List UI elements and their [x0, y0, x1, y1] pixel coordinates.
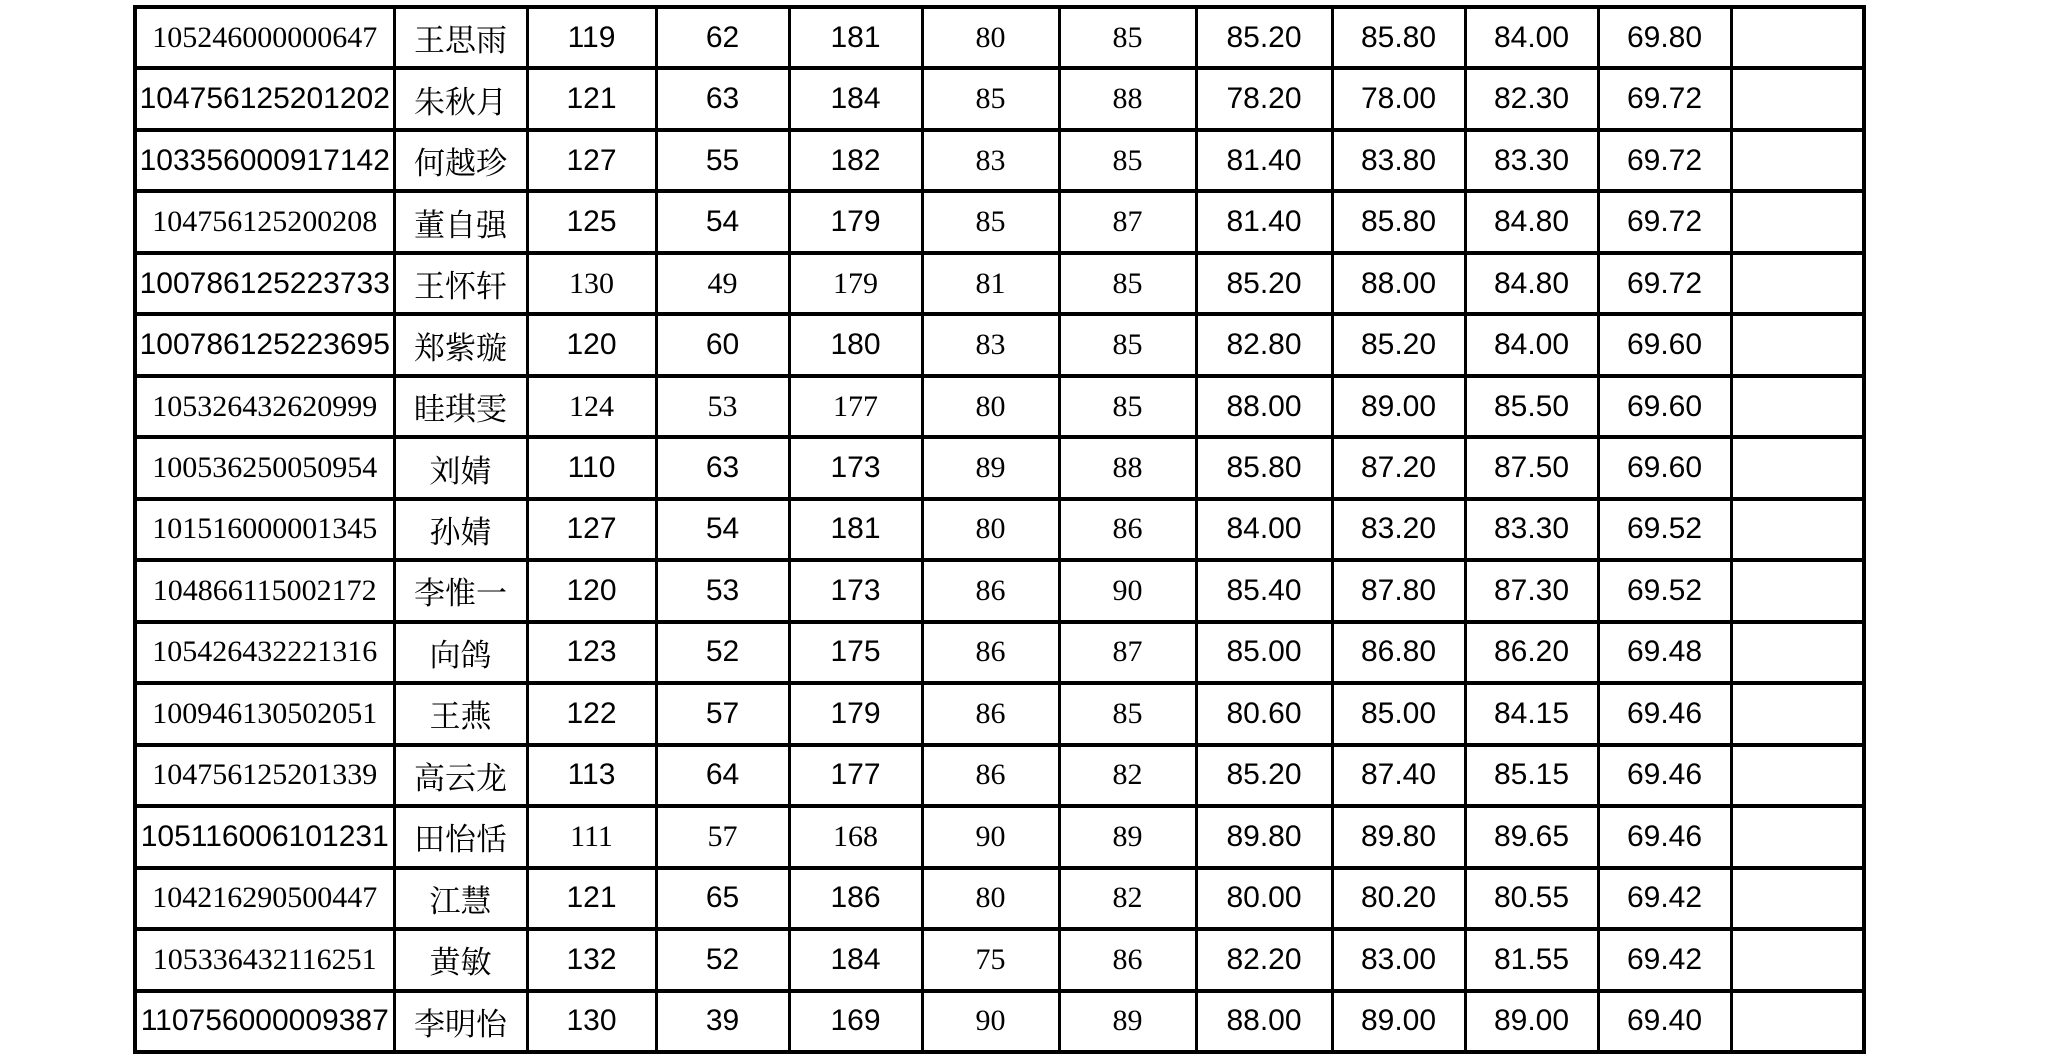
cell-id: 104866115002172: [135, 560, 394, 621]
cell-f2: 83.00: [1332, 929, 1465, 990]
cell-s1: 127: [527, 130, 656, 191]
cell-total: 69.72: [1598, 191, 1731, 252]
cell-blank: [1731, 7, 1864, 68]
cell-s2: 53: [656, 560, 789, 621]
cell-s1: 113: [527, 745, 656, 806]
cell-f3: 80.55: [1465, 868, 1598, 929]
cell-i1: 86: [922, 560, 1059, 621]
cell-f1: 85.80: [1196, 437, 1332, 498]
cell-f2: 87.80: [1332, 560, 1465, 621]
cell-f2: 85.00: [1332, 683, 1465, 744]
cell-s1: 120: [527, 560, 656, 621]
cell-id: 105336432116251: [135, 929, 394, 990]
cell-i2: 86: [1059, 929, 1196, 990]
cell-f3: 86.20: [1465, 622, 1598, 683]
cell-f1: 88.00: [1196, 991, 1332, 1053]
cell-s2: 52: [656, 622, 789, 683]
cell-i1: 86: [922, 683, 1059, 744]
table-row: [135, 806, 1864, 867]
cell-f1: 85.00: [1196, 622, 1332, 683]
cell-id: 103356000917142: [135, 130, 394, 191]
cell-f1: 85.40: [1196, 560, 1332, 621]
cell-s2: 54: [656, 499, 789, 560]
cell-s2: 60: [656, 314, 789, 375]
table-row: [135, 683, 1864, 744]
table-row: [135, 191, 1864, 252]
cell-f2: 89.00: [1332, 376, 1465, 437]
cell-s3: 179: [789, 683, 922, 744]
table-row: [135, 437, 1864, 498]
cell-f3: 81.55: [1465, 929, 1598, 990]
cell-f2: 87.40: [1332, 745, 1465, 806]
cell-f1: 85.20: [1196, 7, 1332, 68]
cell-s3: 173: [789, 560, 922, 621]
cell-f3: 85.15: [1465, 745, 1598, 806]
cell-total: 69.72: [1598, 130, 1731, 191]
cell-id: 101516000001345: [135, 499, 394, 560]
cell-i2: 90: [1059, 560, 1196, 621]
cell-f3: 89.65: [1465, 806, 1598, 867]
cell-s2: 52: [656, 929, 789, 990]
cell-s3: 186: [789, 868, 922, 929]
cell-id: 100786125223695: [135, 314, 394, 375]
cell-f1: 81.40: [1196, 130, 1332, 191]
cell-s1: 130: [527, 991, 656, 1053]
cell-f2: 87.20: [1332, 437, 1465, 498]
cell-f1: 88.00: [1196, 376, 1332, 437]
cell-id: 104756125200208: [135, 191, 394, 252]
cell-i2: 85: [1059, 253, 1196, 314]
cell-id: 104756125201339: [135, 745, 394, 806]
cell-blank: [1731, 130, 1864, 191]
cell-s2: 55: [656, 130, 789, 191]
cell-s1: 121: [527, 868, 656, 929]
cell-s3: 173: [789, 437, 922, 498]
cell-name: 董自强: [394, 191, 527, 252]
cell-s1: 121: [527, 68, 656, 129]
cell-s2: 63: [656, 437, 789, 498]
cell-i2: 85: [1059, 683, 1196, 744]
table-row: [135, 253, 1864, 314]
cell-total: 69.46: [1598, 683, 1731, 744]
cell-total: 69.42: [1598, 929, 1731, 990]
cell-f2: 83.80: [1332, 130, 1465, 191]
cell-i2: 89: [1059, 806, 1196, 867]
cell-name: 朱秋月: [394, 68, 527, 129]
cell-name: 向鸽: [394, 622, 527, 683]
cell-total: 69.40: [1598, 991, 1731, 1053]
cell-i1: 85: [922, 68, 1059, 129]
cell-f3: 87.30: [1465, 560, 1598, 621]
cell-name: 李明怡: [394, 991, 527, 1053]
cell-f3: 85.50: [1465, 376, 1598, 437]
cell-name: 刘婧: [394, 437, 527, 498]
cell-f3: 83.30: [1465, 130, 1598, 191]
cell-s3: 181: [789, 7, 922, 68]
cell-f2: 89.00: [1332, 991, 1465, 1053]
cell-s2: 53: [656, 376, 789, 437]
cell-f1: 89.80: [1196, 806, 1332, 867]
cell-s2: 63: [656, 68, 789, 129]
cell-total: 69.48: [1598, 622, 1731, 683]
cell-blank: [1731, 683, 1864, 744]
cell-i1: 80: [922, 7, 1059, 68]
cell-f2: 85.20: [1332, 314, 1465, 375]
cell-i2: 82: [1059, 745, 1196, 806]
cell-s3: 182: [789, 130, 922, 191]
cell-s2: 57: [656, 806, 789, 867]
cell-id: 100786125223733: [135, 253, 394, 314]
cell-f2: 78.00: [1332, 68, 1465, 129]
cell-blank: [1731, 191, 1864, 252]
cell-s1: 125: [527, 191, 656, 252]
cell-i2: 85: [1059, 7, 1196, 68]
cell-s2: 57: [656, 683, 789, 744]
cell-i1: 86: [922, 622, 1059, 683]
cell-s1: 111: [527, 806, 656, 867]
cell-id: 105116006101231: [135, 806, 394, 867]
cell-i2: 86: [1059, 499, 1196, 560]
cell-s1: 110: [527, 437, 656, 498]
cell-name: 孙婧: [394, 499, 527, 560]
cell-i1: 81: [922, 253, 1059, 314]
cell-i2: 87: [1059, 622, 1196, 683]
score-table-body: [135, 7, 1864, 1052]
cell-i2: 88: [1059, 68, 1196, 129]
cell-f3: 82.30: [1465, 68, 1598, 129]
cell-i2: 85: [1059, 314, 1196, 375]
cell-id: 104216290500447: [135, 868, 394, 929]
cell-f1: 78.20: [1196, 68, 1332, 129]
cell-f3: 84.00: [1465, 314, 1598, 375]
cell-id: 105426432221316: [135, 622, 394, 683]
table-row: [135, 376, 1864, 437]
cell-f1: 84.00: [1196, 499, 1332, 560]
cell-blank: [1731, 868, 1864, 929]
cell-i2: 82: [1059, 868, 1196, 929]
table-row: [135, 130, 1864, 191]
cell-s3: 175: [789, 622, 922, 683]
cell-i2: 89: [1059, 991, 1196, 1053]
cell-f3: 87.50: [1465, 437, 1598, 498]
cell-i1: 89: [922, 437, 1059, 498]
cell-f1: 80.60: [1196, 683, 1332, 744]
cell-name: 郑紫璇: [394, 314, 527, 375]
cell-f3: 84.80: [1465, 253, 1598, 314]
cell-i2: 85: [1059, 130, 1196, 191]
cell-s3: 180: [789, 314, 922, 375]
cell-total: 69.60: [1598, 437, 1731, 498]
cell-f1: 82.80: [1196, 314, 1332, 375]
cell-id: 100536250050954: [135, 437, 394, 498]
cell-f3: 89.00: [1465, 991, 1598, 1053]
cell-name: 高云龙: [394, 745, 527, 806]
cell-s1: 122: [527, 683, 656, 744]
cell-total: 69.42: [1598, 868, 1731, 929]
cell-s3: 177: [789, 376, 922, 437]
cell-i1: 85: [922, 191, 1059, 252]
cell-total: 69.60: [1598, 314, 1731, 375]
cell-s1: 124: [527, 376, 656, 437]
cell-blank: [1731, 991, 1864, 1053]
cell-f2: 86.80: [1332, 622, 1465, 683]
cell-f1: 85.20: [1196, 745, 1332, 806]
cell-blank: [1731, 560, 1864, 621]
cell-blank: [1731, 622, 1864, 683]
cell-s2: 62: [656, 7, 789, 68]
cell-f1: 82.20: [1196, 929, 1332, 990]
cell-id: 105246000000647: [135, 7, 394, 68]
cell-i2: 88: [1059, 437, 1196, 498]
cell-name: 王燕: [394, 683, 527, 744]
cell-s2: 49: [656, 253, 789, 314]
cell-i1: 80: [922, 376, 1059, 437]
cell-i1: 83: [922, 130, 1059, 191]
cell-id: 104756125201202: [135, 68, 394, 129]
cell-s1: 119: [527, 7, 656, 68]
cell-s2: 39: [656, 991, 789, 1053]
cell-i1: 90: [922, 991, 1059, 1053]
cell-blank: [1731, 806, 1864, 867]
cell-blank: [1731, 376, 1864, 437]
cell-f2: 85.80: [1332, 7, 1465, 68]
cell-blank: [1731, 253, 1864, 314]
cell-s3: 179: [789, 191, 922, 252]
cell-s1: 130: [527, 253, 656, 314]
cell-i1: 90: [922, 806, 1059, 867]
table-row: [135, 499, 1864, 560]
cell-i1: 83: [922, 314, 1059, 375]
cell-name: 眭琪雯: [394, 376, 527, 437]
table-row: [135, 745, 1864, 806]
cell-s3: 177: [789, 745, 922, 806]
table-row: [135, 929, 1864, 990]
cell-total: 69.60: [1598, 376, 1731, 437]
cell-f2: 88.00: [1332, 253, 1465, 314]
cell-id: 100946130502051: [135, 683, 394, 744]
table-row: [135, 68, 1864, 129]
cell-s3: 181: [789, 499, 922, 560]
cell-f1: 80.00: [1196, 868, 1332, 929]
cell-blank: [1731, 314, 1864, 375]
cell-total: 69.52: [1598, 499, 1731, 560]
cell-f2: 89.80: [1332, 806, 1465, 867]
cell-s1: 123: [527, 622, 656, 683]
cell-name: 王怀轩: [394, 253, 527, 314]
cell-total: 69.46: [1598, 806, 1731, 867]
cell-blank: [1731, 929, 1864, 990]
cell-name: 江慧: [394, 868, 527, 929]
cell-blank: [1731, 499, 1864, 560]
cell-i1: 80: [922, 499, 1059, 560]
cell-i1: 86: [922, 745, 1059, 806]
cell-f3: 83.30: [1465, 499, 1598, 560]
cell-f1: 81.40: [1196, 191, 1332, 252]
cell-name: 田怡恬: [394, 806, 527, 867]
cell-f3: 84.80: [1465, 191, 1598, 252]
cell-s3: 179: [789, 253, 922, 314]
cell-i1: 80: [922, 868, 1059, 929]
cell-f2: 85.80: [1332, 191, 1465, 252]
cell-total: 69.46: [1598, 745, 1731, 806]
cell-s3: 168: [789, 806, 922, 867]
cell-f3: 84.15: [1465, 683, 1598, 744]
table-row: [135, 7, 1864, 68]
cell-i2: 85: [1059, 376, 1196, 437]
cell-name: 李惟一: [394, 560, 527, 621]
cell-i2: 87: [1059, 191, 1196, 252]
cell-id: 110756000009387: [135, 991, 394, 1053]
cell-blank: [1731, 68, 1864, 129]
cell-s3: 169: [789, 991, 922, 1053]
cell-name: 王思雨: [394, 7, 527, 68]
cell-total: 69.72: [1598, 253, 1731, 314]
table-row: [135, 991, 1864, 1053]
cell-f1: 85.20: [1196, 253, 1332, 314]
cell-id: 105326432620999: [135, 376, 394, 437]
cell-total: 69.72: [1598, 68, 1731, 129]
cell-s2: 65: [656, 868, 789, 929]
cell-total: 69.52: [1598, 560, 1731, 621]
table-row: [135, 560, 1864, 621]
cell-f2: 80.20: [1332, 868, 1465, 929]
cell-s1: 127: [527, 499, 656, 560]
table-row: [135, 622, 1864, 683]
cell-blank: [1731, 745, 1864, 806]
cell-name: 黄敏: [394, 929, 527, 990]
score-table: [133, 5, 1866, 1054]
table-row: [135, 314, 1864, 375]
cell-i1: 75: [922, 929, 1059, 990]
cell-f2: 83.20: [1332, 499, 1465, 560]
cell-s2: 64: [656, 745, 789, 806]
cell-name: 何越珍: [394, 130, 527, 191]
cell-s2: 54: [656, 191, 789, 252]
cell-s3: 184: [789, 929, 922, 990]
cell-s3: 184: [789, 68, 922, 129]
cell-s1: 120: [527, 314, 656, 375]
cell-s1: 132: [527, 929, 656, 990]
table-row: [135, 868, 1864, 929]
cell-blank: [1731, 437, 1864, 498]
cell-f3: 84.00: [1465, 7, 1598, 68]
cell-total: 69.80: [1598, 7, 1731, 68]
